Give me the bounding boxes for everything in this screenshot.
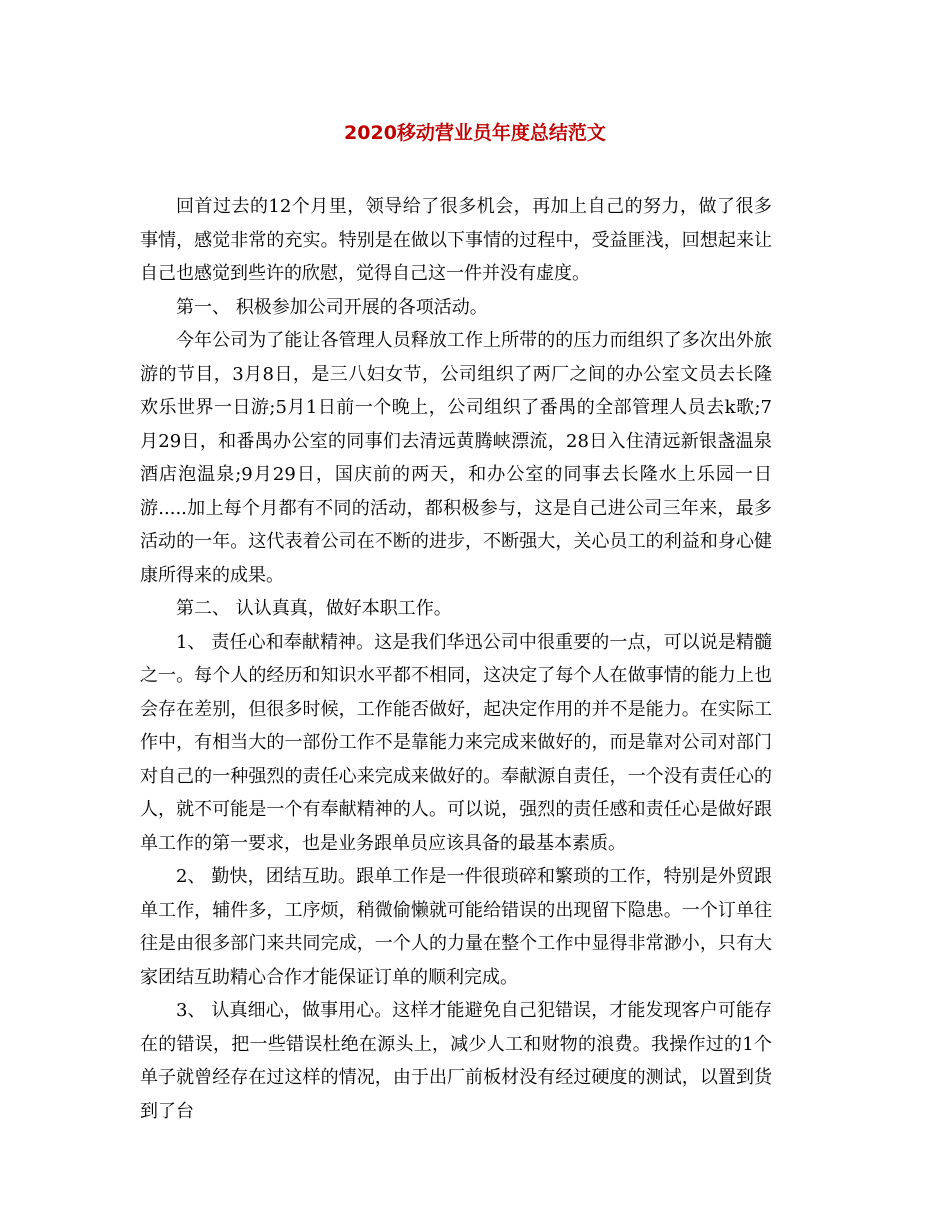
section-heading-2: 第二、 认认真真，做好本职工作。 <box>176 598 452 619</box>
paragraph-carefulness: 3、 认真细心，做事用心。这样才能避免自己犯错误，才能发现客户可能存在的错误，把一些错误杜绝在源头上，减少人工和财物的浪费。我操作过的1个单子就曾经存在过这样的情况，由于出厂前板材没有经过硬度的测试，以置到货到了台 <box>140 1000 772 1122</box>
paragraph-intro: 回首过去的12个月里，领导给了很多机会，再加上自己的努力，做了很多事情，感觉非常的充实。特别是在做以下事情的过程中，受益匪浅，回想起来让自己也感觉到些许的欣慰，觉得自己这一件并没有虚度。 <box>140 196 772 284</box>
document-title: 2020移动营业员年度总结范文 <box>344 122 606 144</box>
section-heading-1: 第一、 积极参加公司开展的各项活动。 <box>176 296 488 318</box>
document-body <box>140 190 772 1128</box>
paragraph-diligence: 2、 勤快，团结互助。跟单工作是一件很琐碎和繁琐的工作，特别是外贸跟单工作，辅件多，工序烦，稍微偷懒就可能给错误的出现留下隐患。一个订单往往是由很多部门来共同完成，一个人的力量在整个工作中显得非常渺小，只有大家团结互助精心合作才能保证订单的顺利完成。 <box>140 866 772 988</box>
paragraph-responsibility: 1、 责任心和奉献精神。这是我们华迅公司中很重要的一点，可以说是精髓之一。每个人的经历和知识水平都不相同，这决定了每个人在做事情的能力上也会存在差别，但很多时候，工作能否做好，起决定作用的并不是能力。在实际工作中，有相当大的一部份工作不是靠能力来完成来做好的，而是靠对公司对部门对自己的一种强烈的责任心来完成来做好的。奉献源自责任，一个没有责任心的人，就不可能是一个有奉献精神的人。可以说，强烈的责任感和责任心是做好跟单工作的第一要求，也是业务跟单员应该具备的最基本素质。 <box>140 631 772 854</box>
paragraph-activities: 今年公司为了能让各管理人员释放工作上所带的的压力而组织了多次出外旅游的节目，3月8日，是三八妇女节，公司组织了两厂之间的办公室文员去长隆欢乐世界一日游;5月1日前一个晚上，公司组织了番禺的全部管理人员去k歌;7月29日，和番禺办公室的同事们去清远黄腾峡漂流，28日入住清远新银盏温泉酒店泡温泉;9月29日，国庆前的两天，和办公室的同事去长隆水上乐园一日游.....加上每个月都有不同的活动，都积极参与，这是自己进公司三年来，最多活动的一年。这代表着公司在不断的进步，不断强大，关心员工的利益和身心健康所得来的成果。 <box>140 330 772 586</box>
